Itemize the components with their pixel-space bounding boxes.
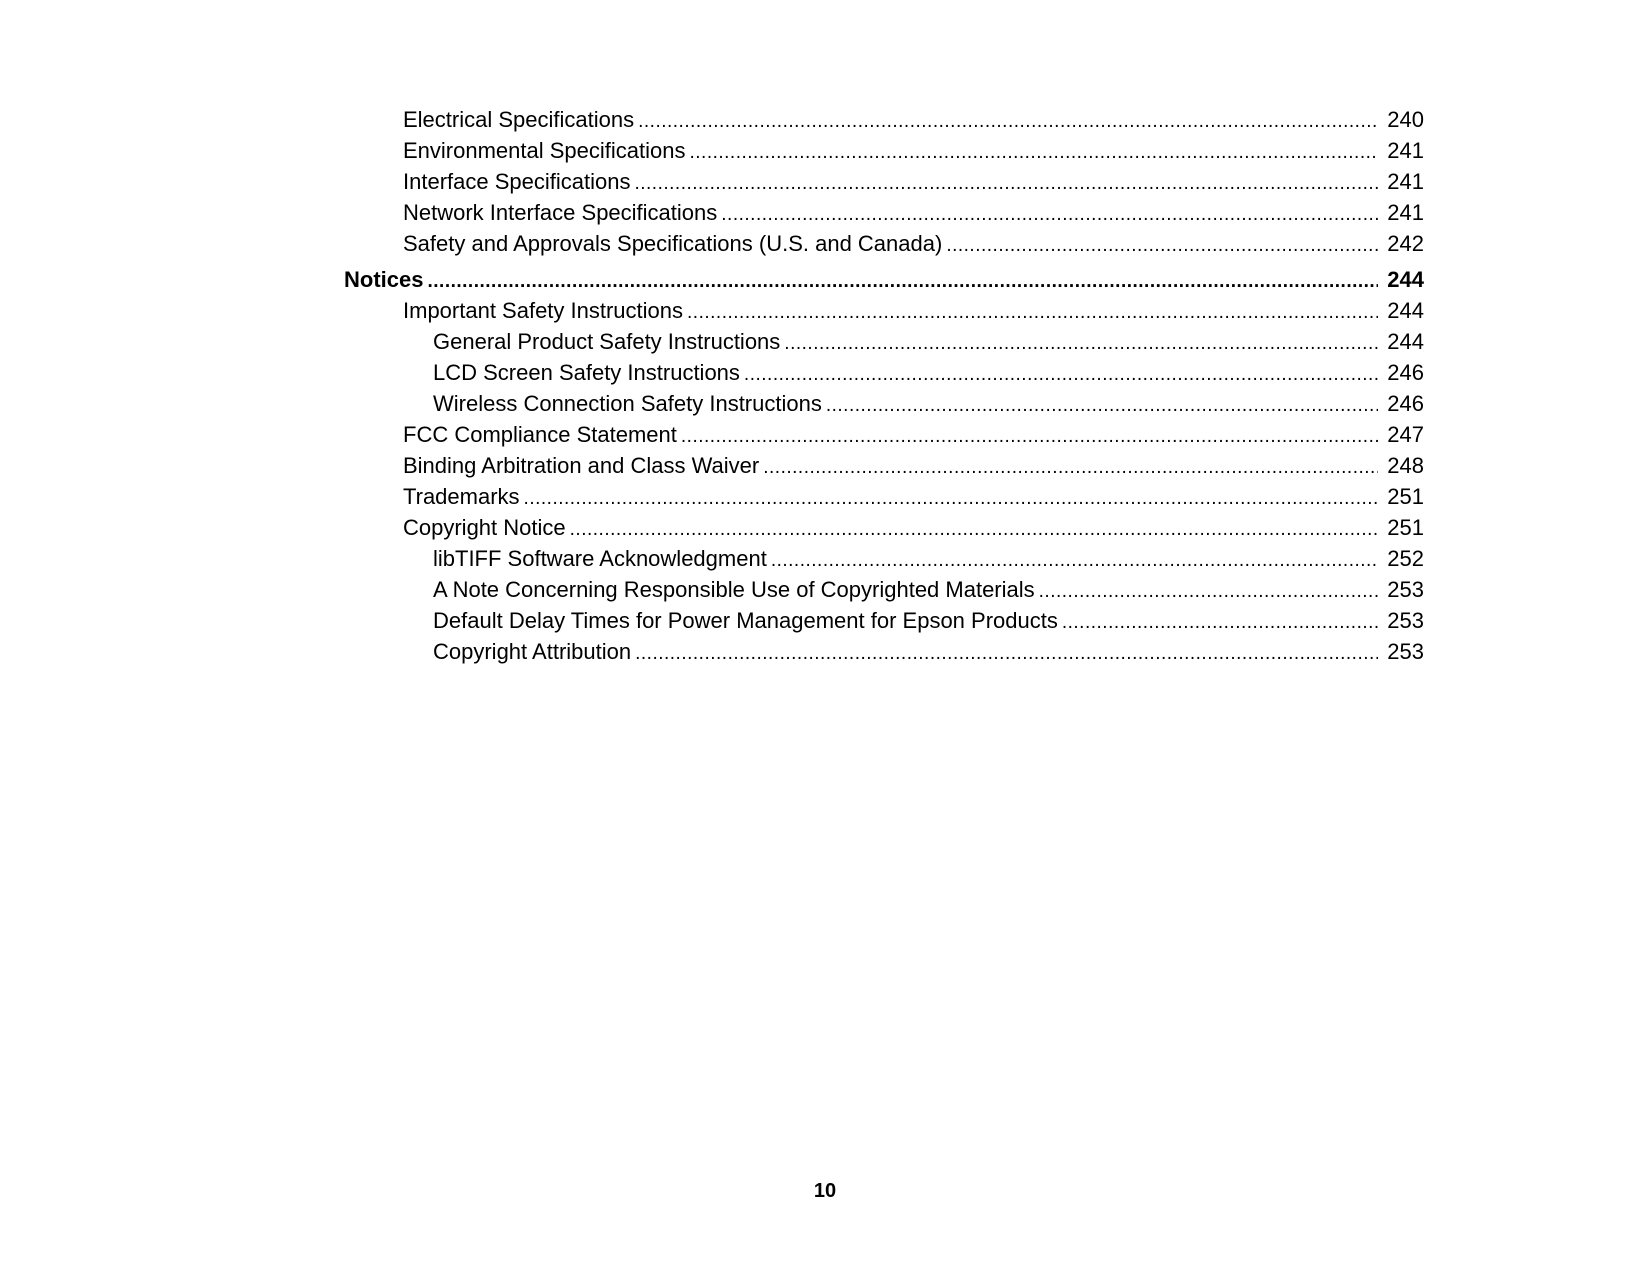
toc-entry-title: libTIFF Software Acknowledgment — [433, 546, 767, 571]
toc-dot-leader — [826, 390, 1378, 421]
toc-entry-title: Trademarks — [403, 484, 520, 509]
toc-dot-leader — [721, 199, 1378, 230]
toc-entry-page: 253 — [1387, 639, 1424, 664]
toc-dot-leader — [784, 328, 1378, 359]
toc-entry-page: 241 — [1387, 200, 1424, 225]
toc-entry[interactable] — [344, 481, 1424, 512]
toc-entry[interactable] — [344, 166, 1424, 197]
toc-entry[interactable] — [344, 326, 1424, 357]
toc-entry-title: Notices — [344, 267, 424, 292]
toc-dot-leader — [946, 230, 1378, 261]
toc-entry-page: 248 — [1387, 453, 1424, 478]
toc-entry[interactable] — [344, 419, 1424, 450]
toc-entry-page: 244 — [1387, 329, 1424, 354]
page-number: 10 — [813, 1180, 837, 1202]
toc-dot-leader — [427, 266, 1378, 297]
toc-dot-leader — [771, 545, 1378, 576]
toc-entry[interactable] — [344, 543, 1424, 574]
toc-entry-title: FCC Compliance Statement — [403, 422, 677, 447]
toc-entry-title: LCD Screen Safety Instructions — [433, 360, 740, 385]
toc-entry-page: 246 — [1387, 391, 1424, 416]
toc-dot-leader — [638, 106, 1378, 137]
toc-entry-title: Electrical Specifications — [403, 107, 635, 132]
toc-entry[interactable] — [344, 450, 1424, 481]
table-of-contents — [344, 104, 1424, 667]
toc-entry-title: General Product Safety Instructions — [433, 329, 781, 354]
toc-entry-page: 247 — [1387, 422, 1424, 447]
toc-entry[interactable] — [344, 135, 1424, 166]
toc-dot-leader — [570, 514, 1378, 545]
toc-entry-page: 251 — [1387, 484, 1424, 509]
toc-entry[interactable] — [344, 197, 1424, 228]
toc-entry-page: 253 — [1387, 608, 1424, 633]
toc-entry-title: Copyright Attribution — [433, 639, 632, 664]
toc-entry-page: 241 — [1387, 169, 1424, 194]
toc-entry-title: Wireless Connection Safety Instructions — [433, 391, 822, 416]
toc-entry-page: 241 — [1387, 138, 1424, 163]
toc-entry[interactable] — [344, 295, 1424, 326]
toc-entry-title: Copyright Notice — [403, 515, 566, 540]
toc-entry-title: Binding Arbitration and Class Waiver — [403, 453, 760, 478]
toc-dot-leader — [1039, 576, 1378, 607]
toc-dot-leader — [744, 359, 1378, 390]
toc-entry[interactable] — [344, 228, 1424, 259]
toc-entry[interactable] — [344, 357, 1424, 388]
toc-entry[interactable] — [344, 605, 1424, 636]
toc-entry-title: Important Safety Instructions — [403, 298, 684, 323]
toc-chapter-entry[interactable] — [344, 264, 1424, 295]
toc-entry-title: Environmental Specifications — [403, 138, 686, 163]
toc-entry-title: Default Delay Times for Power Management for Epson Products — [433, 608, 1058, 633]
toc-dot-leader — [634, 168, 1378, 199]
toc-entry-title: Interface Specifications — [403, 169, 631, 194]
toc-dot-leader — [635, 638, 1378, 669]
toc-dot-leader — [687, 297, 1378, 328]
toc-entry[interactable] — [344, 636, 1424, 667]
toc-dot-leader — [689, 137, 1378, 168]
toc-entry[interactable] — [344, 512, 1424, 543]
toc-entry-page: 251 — [1387, 515, 1424, 540]
toc-entry[interactable] — [344, 388, 1424, 419]
toc-entry-page: 242 — [1387, 231, 1424, 256]
toc-entry-page: 253 — [1387, 577, 1424, 602]
toc-entry[interactable] — [344, 104, 1424, 135]
toc-dot-leader — [681, 421, 1378, 452]
toc-dot-leader — [763, 452, 1378, 483]
toc-dot-leader — [524, 483, 1378, 514]
toc-entry-title: Network Interface Specifications — [403, 200, 718, 225]
toc-entry-page: 252 — [1387, 546, 1424, 571]
toc-entry-page: 244 — [1387, 298, 1424, 323]
toc-entry-title: Safety and Approvals Specifications (U.S. and Canada) — [403, 231, 943, 256]
toc-entry-title: A Note Concerning Responsible Use of Copyrighted Materials — [433, 577, 1035, 602]
toc-entry-page: 246 — [1387, 360, 1424, 385]
toc-entry-page: 244 — [1387, 267, 1424, 292]
toc-entry[interactable] — [344, 574, 1424, 605]
toc-dot-leader — [1062, 607, 1378, 638]
toc-entry-page: 240 — [1387, 107, 1424, 132]
